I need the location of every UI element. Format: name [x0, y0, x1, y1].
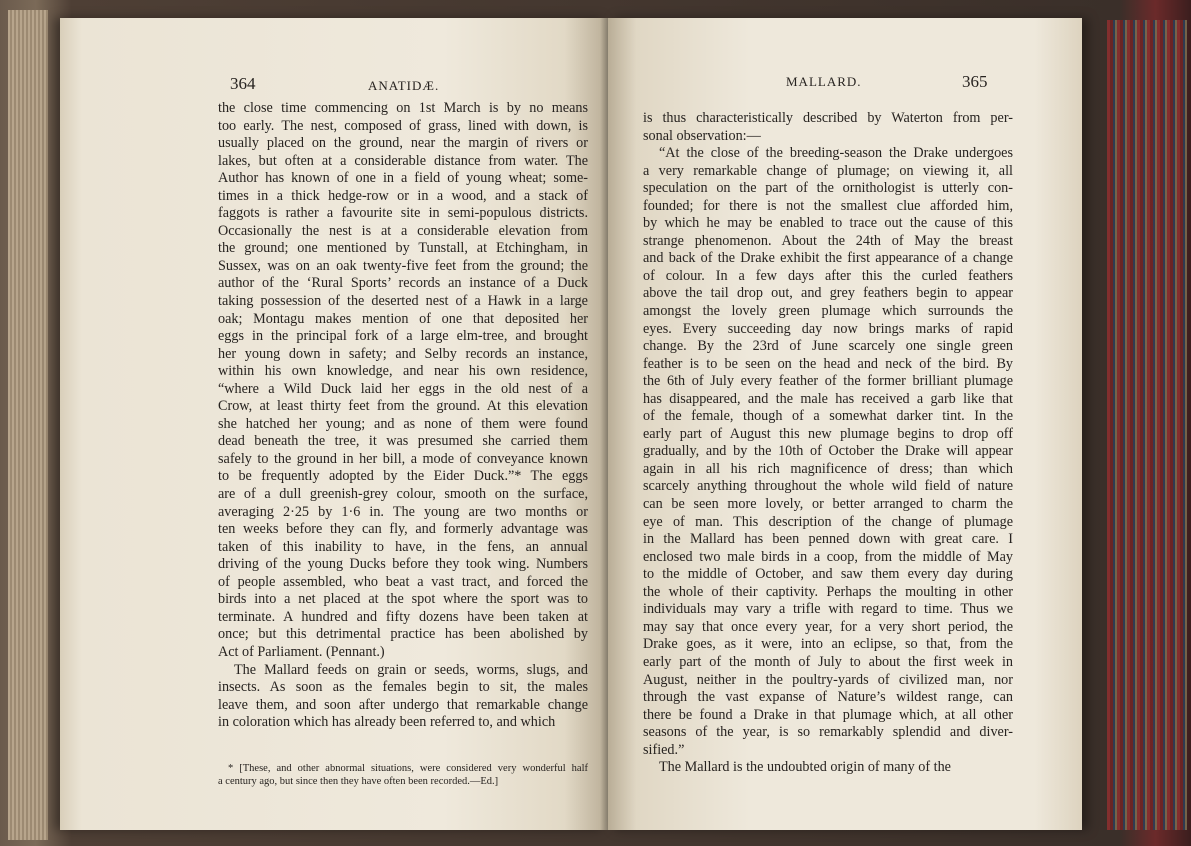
text-line: Act of Parliament. (Pennant.) — [218, 643, 385, 660]
footnote-line: * [These, and other abnormal situations, were considered very wonderful half — [228, 763, 588, 774]
text-line: times in a thick hedge-row or in a wood, and a stack of — [218, 187, 588, 204]
text-line: dead beneath the tree, it was presumed she carried them — [218, 433, 588, 450]
text-line: in coloration which has already been referred to, and which — [218, 714, 556, 731]
text-line: through the vast expanse of Nature’s wildest range, can — [643, 689, 1013, 706]
left-page-number: 364 — [230, 74, 256, 93]
text-line: the ground; one mentioned by Tunstall, at Etchingham, in — [218, 240, 588, 257]
text-line: founded; for there is not the smallest clue afforded him, — [643, 197, 1013, 214]
text-line: individuals may vary a trifle with regard to time. Thus we — [643, 601, 1013, 618]
text-line: “where a Wild Duck laid her eggs in the old nest of a — [218, 380, 588, 397]
text-line: are of a dull greenish-grey colour, smooth on the surface, — [218, 486, 588, 503]
right-body-text — [643, 110, 1013, 777]
text-line: seasons of the year, is so remarkably splendid and diver- — [643, 724, 1013, 741]
text-line: taken of this inability to have, in the fens, an annual — [218, 538, 588, 555]
left-running-head: ANATIDÆ. — [368, 78, 440, 93]
right-page-number: 365 — [962, 72, 988, 91]
right-running-head: MALLARD. — [786, 74, 862, 89]
text-line: change. By the 23rd of June scarcely one single green — [643, 338, 1013, 355]
text-line: safely to the ground in her bill, a mode of conveyance known — [218, 450, 588, 467]
text-line: August, neither in the poultry-yards of civilized man, nor — [643, 671, 1013, 688]
text-line: faggots is rather a favourite site in semi-populous districts. — [218, 205, 588, 222]
text-line: once; but this detrimental practice has been abolished by — [218, 626, 588, 643]
text-line: gradually, and by the 10th of October the Drake will appear — [643, 443, 1013, 460]
text-line: has disappeared, and the male has received a garb like that — [643, 390, 1013, 407]
text-line: to the middle of October, and saw them every day during — [643, 566, 1013, 583]
text-line: above the tail drop out, and grey feathers begin to appear — [643, 285, 1013, 302]
text-line: the close time commencing on 1st March is by no means — [218, 100, 588, 116]
text-line: sified.” — [643, 741, 685, 758]
text-line: “At the close of the breeding-season the Drake undergoes — [659, 145, 1013, 162]
text-line: scarcely anything throughout the whole wild field of nature — [643, 478, 1013, 495]
text-line: averaging 2·25 by 1·6 in. The young are two months or — [218, 503, 588, 520]
text-line: enclosed two male birds in a coop, from the middle of May — [643, 548, 1013, 565]
text-line: Drake goes, as it were, into an eclipse, so that, from the — [643, 636, 1013, 653]
text-line: feather is to be seen on the head and neck of the bird. By — [643, 355, 1013, 372]
text-line: again in all his rich magnificence of dress; than which — [643, 460, 1013, 477]
footnote-line: a century ago, but since then they have often been recorded.—Ed.] — [218, 776, 499, 787]
text-line: driving of the young Ducks before they took wing. Numbers — [218, 556, 588, 573]
text-line: eyes. Every succeeding day now brings marks of rapid — [643, 320, 1013, 337]
text-line: the whole of their captivity. Perhaps the moulting in other — [643, 583, 1013, 600]
text-line: Sussex, was on an oak twenty-five feet from the ground; the — [218, 257, 588, 274]
text-line: amongst the lovely green plumage which surrounds the — [643, 303, 1013, 320]
text-line: The Mallard feeds on grain or seeds, worms, slugs, and — [234, 661, 588, 678]
text-line: Crow, at least thirty feet from the ground. At this elevation — [218, 398, 588, 415]
text-line: strange phenomenon. About the 24th of May the breast — [643, 232, 1013, 249]
text-line: the 6th of July every feather of the former brilliant plumage — [643, 373, 1013, 390]
text-line: too early. The nest, composed of grass, lined with down, is — [218, 117, 588, 134]
text-line: early part of the month of July to about the first week in — [643, 653, 1013, 670]
text-line: within his own knowledge, and near his own residence, — [218, 363, 588, 380]
text-line: of the female, though of a somewhat darker tint. In the — [643, 408, 1013, 425]
text-line: author of the ‘Rural Sports’ records an instance of a Duck — [218, 275, 588, 292]
text-line: of colour. In a few days after this the curled feathers — [643, 267, 1013, 284]
text-line: The Mallard is the undoubted origin of many of the — [659, 759, 951, 776]
text-line: ten weeks before they can fly, and formerly advantage was — [218, 521, 588, 538]
text-line: leave them, and soon after undergo that remarkable change — [218, 696, 588, 713]
text-line: sonal observation:— — [643, 127, 761, 144]
text-line: her young down in safety; and Selby records an instance, — [218, 345, 588, 362]
right-cover-edge — [1107, 20, 1187, 830]
text-line: speculation on the part of the ornithologist is utterly con- — [643, 180, 1013, 197]
text-line: oak; Montagu makes mention of one that deposited her — [218, 310, 588, 327]
text-line: there be found a Drake in that plumage which, at all other — [643, 706, 1013, 723]
text-line: in the Mallard has been penned down with great care. I — [643, 531, 1013, 548]
text-line: Occasionally the nest is at a considerable elevation from — [218, 222, 588, 239]
left-footnote — [218, 762, 588, 788]
text-line: she hatched her young; and as none of them were found — [218, 415, 588, 432]
text-line: a very remarkable change of plumage; on viewing it, all — [643, 162, 1013, 179]
text-line: lakes, but often at a considerable distance from water. The — [218, 152, 588, 169]
text-line: can be seen more lovely, or better arranged to charm the — [643, 496, 1013, 513]
text-line: birds into a net placed at the spot where the sport was to — [218, 591, 588, 608]
text-line: to be frequently adopted by the Eider Duck.”* The eggs — [218, 468, 588, 485]
left-page-edges — [8, 10, 48, 840]
text-line: insects. As soon as the females begin to sit, the males — [218, 679, 588, 696]
text-line: eye of man. This description of the change of plumage — [643, 513, 1013, 530]
text-line: eggs in the principal fork of a large elm-tree, and brought — [218, 328, 588, 345]
left-body-text — [218, 100, 588, 732]
text-line: usually placed on the ground, near the margin of rivers or — [218, 135, 588, 152]
text-line: may say that once every year, for a very short period, the — [643, 618, 1013, 635]
text-line: taking possession of the deserted nest of a Hawk in a large — [218, 293, 588, 310]
right-page — [608, 18, 1082, 830]
text-line: of people assembled, who beat a vast tract, and forced the — [218, 573, 588, 590]
text-line: terminate. A hundred and fifty dozens have been taken at — [218, 608, 588, 625]
left-page — [60, 18, 608, 830]
text-line: by which he may be enabled to trace out the cause of this — [643, 215, 1013, 232]
text-line: early part of August this new plumage begins to drop off — [643, 425, 1013, 442]
text-line: and back of the Drake exhibit the first appearance of a change — [643, 250, 1013, 267]
text-line: Author has known of one in a field of young wheat; some- — [218, 170, 588, 187]
text-line: is thus characteristically described by Waterton from per- — [643, 110, 1013, 126]
